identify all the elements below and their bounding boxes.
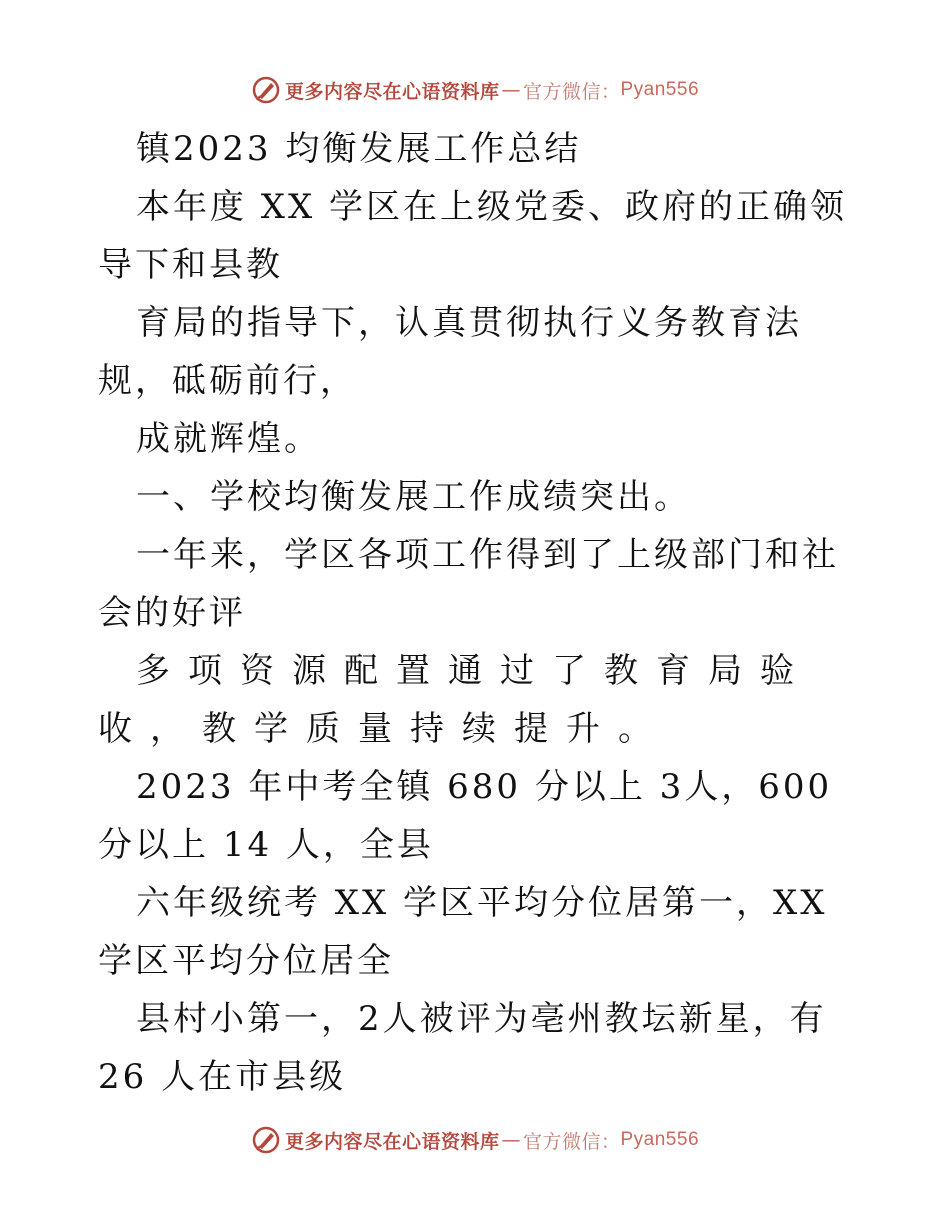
paragraph: 育局的指导下，认真贯彻执行义务教育法规，砥砺前行， (98, 303, 802, 401)
paragraph: 2023 年中考全镇 680 分以上 3人，600 分以上 14 人，全县 (98, 767, 833, 865)
paragraph: 本年度 XX 学区在上级党委、政府的正确领导下和县教 (98, 187, 848, 285)
watermark-separator: — (501, 79, 521, 101)
section-heading: 一、学校均衡发展工作成绩突出。 (136, 477, 691, 517)
document-title: 镇2023 均衡发展工作总结 (136, 129, 582, 169)
watermark-wechat-id: Pyan556 (620, 79, 700, 100)
quill-pen-icon (251, 75, 281, 105)
paragraph: 县村小第一，2人被评为亳州教坛新星，有 26 人在市县级 (98, 999, 827, 1097)
watermark-wechat-label: 官方微信： (522, 80, 621, 103)
watermark-header (0, 70, 950, 110)
document-body (98, 120, 858, 1106)
watermark-wechat-label: 官方微信： (522, 1130, 621, 1153)
watermark-separator: — (501, 1129, 521, 1151)
watermark-brand: 更多内容尽在心语资料库 (284, 1130, 500, 1153)
watermark-footer (0, 1120, 950, 1160)
paragraph: 一年来，学区各项工作得到了上级部门和社会的好评 (98, 535, 839, 633)
quill-pen-icon (251, 1125, 281, 1155)
paragraph: 六年级统考 XX 学区平均分位居第一，XX 学区平均分位居全 (98, 883, 828, 981)
paragraph: 多项资源配置通过了教育局验收，教学质量持续提升。 (98, 651, 812, 749)
paragraph: 成就辉煌。 (136, 419, 321, 459)
watermark-brand: 更多内容尽在心语资料库 (284, 80, 500, 103)
watermark-wechat-id: Pyan556 (620, 1129, 700, 1150)
